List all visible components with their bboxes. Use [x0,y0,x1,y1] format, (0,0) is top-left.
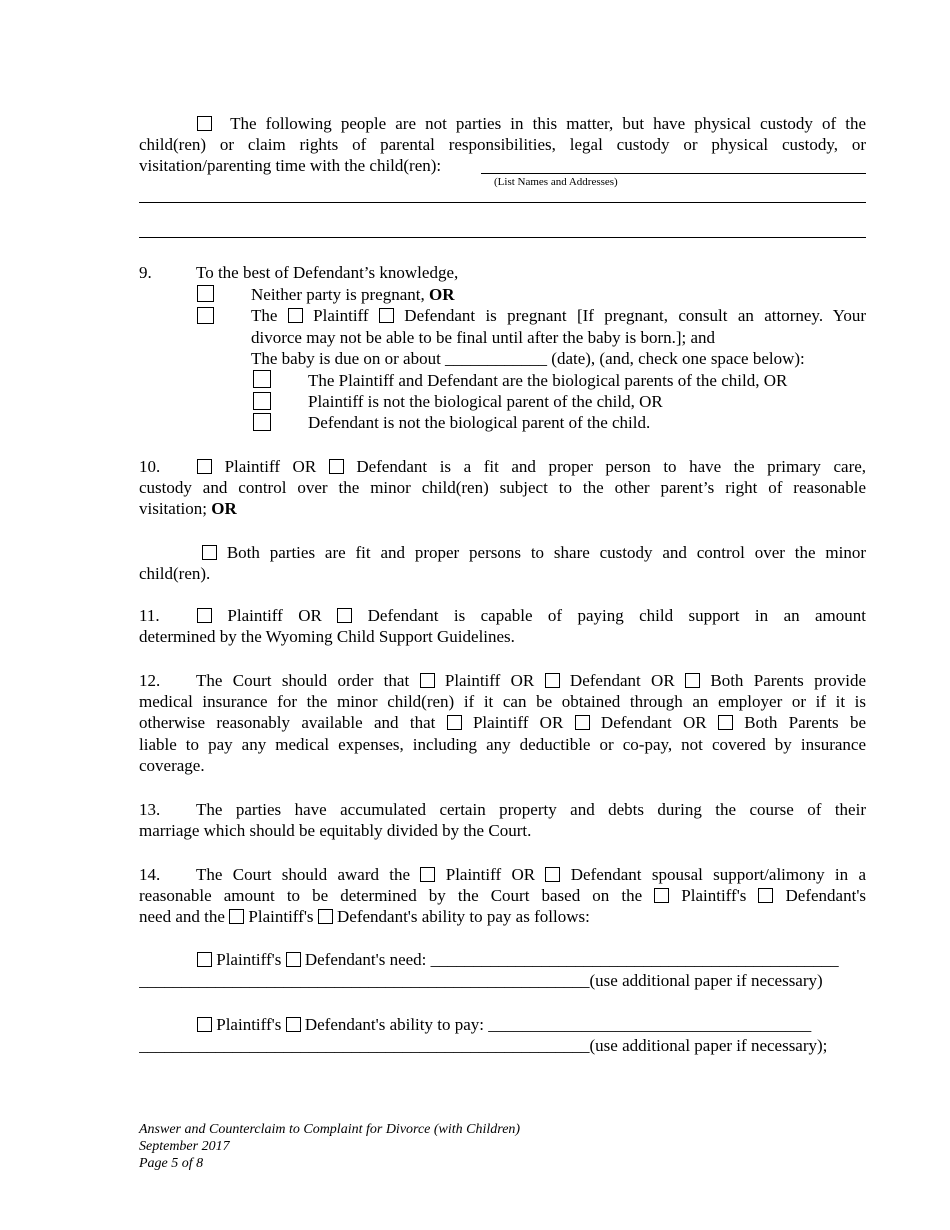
s10-plaintiff-checkbox[interactable] [197,459,212,474]
s8-line1: The following people are not parties in this matter, but have physical custody of the [197,113,866,134]
footer-date: September 2017 [139,1139,230,1154]
s11-defendant-checkbox[interactable] [337,608,352,623]
s12-number: 12. [139,671,161,690]
s9-due-date: The baby is due on or about ____________ (date), (and, check one space below): [251,349,805,368]
s10-defendant-checkbox[interactable] [329,459,344,474]
s10-line1: Plaintiff OR Defendant is a fit and proper person to have the primary care, [197,456,866,477]
s8-line2: child(ren) or claim rights of parental responsibilities, legal custody or physical custody, or [139,135,866,154]
footer-title: Answer and Counterclaim to Complaint for Divorce (with Children) [139,1122,521,1137]
s8-line3: visitation/parenting time with the child(ren): [139,156,442,175]
s12-liable-both-checkbox[interactable] [718,715,733,730]
s14-need-line2[interactable]: _____________________________________________________(use additional paper if necessary) [139,971,823,990]
s13-line2: marriage which should be equitably divided by the Court. [139,821,532,840]
s14-need-row-defendant-checkbox[interactable] [286,952,301,967]
s12-liable-defendant-checkbox[interactable] [575,715,590,730]
s9-sub2: Plaintiff is not the biological parent of the child, OR [308,392,663,411]
s12-provide-defendant-checkbox[interactable] [545,673,560,688]
s10-line3: visitation; OR [139,499,237,518]
s14-pay-row: Plaintiff's Defendant's ability to pay: ______________________________________ [197,1014,866,1035]
s14-pay-line2[interactable]: _____________________________________________________(use additional paper if necessary); [139,1036,828,1055]
s12-line1: The Court should order that Plaintiff OR Defendant OR Both Parents provide [196,671,867,690]
s10-both-line2: child(ren). [139,564,211,583]
s12-line5: coverage. [139,756,205,775]
s14-need-field[interactable]: Defendant's need: ________________________________________________ [304,950,839,969]
s8-checkbox[interactable] [197,116,212,131]
s9-sub3-checkbox[interactable] [253,413,271,431]
s9-defendant-checkbox[interactable] [379,308,394,323]
s14-need-defendant-checkbox[interactable] [758,888,773,903]
s9-sub3: Defendant is not the biological parent of the child. [308,413,651,432]
s9-opt1: Neither party is pregnant, OR [251,285,455,304]
s9-opt2-line2: divorce may not be able to be final until after the baby is born.]; and [251,328,716,347]
s12-provide-plaintiff-checkbox[interactable] [420,673,435,688]
s9-sub1-checkbox[interactable] [253,370,271,388]
s10-both: Both parties are fit and proper persons to share custody and control over the minor [202,542,866,563]
s14-number: 14. [139,865,161,884]
s12-line4: liable to pay any medical expenses, including any deductible or co-pay, not covered by insurance [139,735,866,754]
s14-pay-field[interactable]: Defendant's ability to pay: ______________________________________ [304,1015,812,1034]
s13-line1: The parties have accumulated certain property and debts during the course of their [196,800,866,819]
s14-ability-plaintiff-checkbox[interactable] [229,909,244,924]
s8-caption: (List Names and Addresses) [494,176,618,188]
s9-checkbox-pregnant[interactable] [197,307,214,324]
s14-need-plaintiff-checkbox[interactable] [654,888,669,903]
s10-both-checkbox[interactable] [202,545,217,560]
s9-checkbox-not-pregnant[interactable] [197,285,214,302]
s10-number: 10. [139,457,161,476]
s12-liable-plaintiff-checkbox[interactable] [447,715,462,730]
s9-plaintiff-checkbox[interactable] [288,308,303,323]
s10-line2: custody and control over the minor child(ren) subject to the other parent’s right of reasonable [139,478,866,497]
s9-sub1: The Plaintiff and Defendant are the biological parents of the child, OR [308,371,788,390]
s14-award-defendant-checkbox[interactable] [545,867,560,882]
s11-line2: determined by the Wyoming Child Support Guidelines. [139,627,515,646]
s12-provide-both-checkbox[interactable] [685,673,700,688]
s12-line3: otherwise reasonably available and that Plaintiff OR Defendant OR Both Parents be [139,713,867,732]
s8-blank-line[interactable] [481,173,866,174]
s14-line2: reasonable amount to be determined by the Court based on the Plaintiff's Defendant's [139,886,867,905]
s14-line3: need and the Plaintiff's Defendant's ability to pay as follows: [139,907,590,926]
s11-line1: Plaintiff OR Defendant is capable of paying child support in an amount [197,605,866,626]
s14-need-row-plaintiff-checkbox[interactable] [197,952,212,967]
s13-number: 13. [139,800,161,819]
s8-blank-line-2[interactable] [139,202,866,203]
s11-plaintiff-checkbox[interactable] [197,608,212,623]
s14-pay-row-plaintiff-checkbox[interactable] [197,1017,212,1032]
s9-sub2-checkbox[interactable] [253,392,271,410]
footer-page: Page 5 of 8 [139,1156,204,1171]
s8-blank-line-3[interactable] [139,237,866,238]
s12-line2: medical insurance for the minor child(ren) if it can be obtained through an employer or if it is [139,692,866,711]
s14-ability-defendant-checkbox[interactable] [318,909,333,924]
s9-number: 9. [139,263,152,282]
s9-opt2: The Plaintiff Defendant is pregnant [If pregnant, consult an attorney. Your [251,306,867,325]
s9-intro: To the best of Defendant’s knowledge, [196,263,459,282]
s14-line1: The Court should award the Plaintiff OR Defendant spousal support/alimony in a [196,865,867,884]
s14-pay-row-defendant-checkbox[interactable] [286,1017,301,1032]
s14-need-row: Plaintiff's Defendant's need: ________________________________________________ [197,949,866,970]
s11-number: 11. [139,606,160,625]
s14-award-plaintiff-checkbox[interactable] [420,867,435,882]
